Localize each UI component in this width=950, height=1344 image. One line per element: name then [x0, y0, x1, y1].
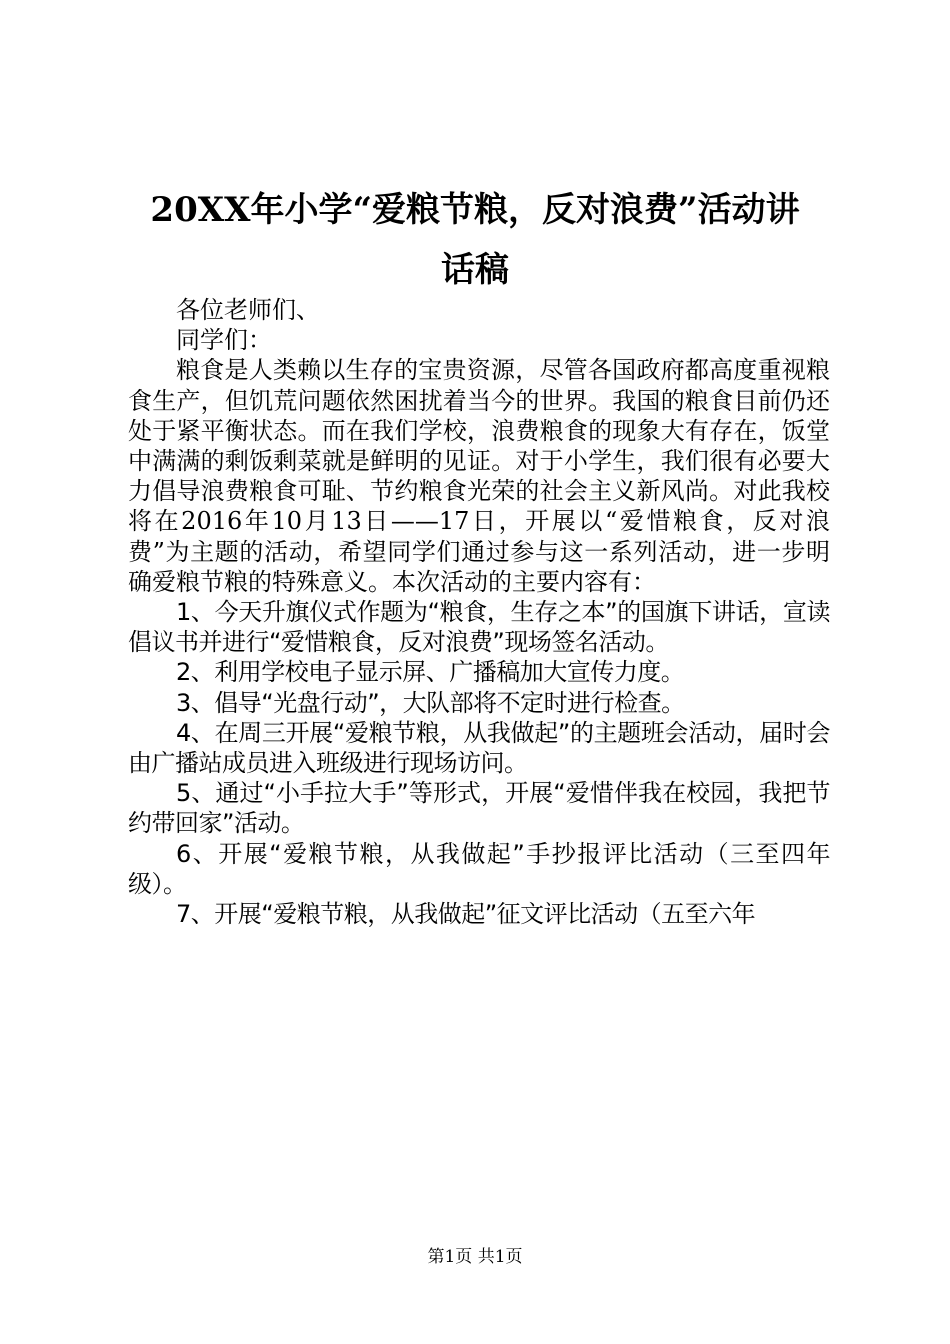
document-title-line-2: 话稿 — [441, 250, 509, 290]
activity-item: 2、利用学校电子显示屏、广播稿加大宣传力度。 — [176, 658, 685, 687]
activity-item: 1、今天升旗仪式作题为“粮食，生存之本”的国旗下讲话，宣读倡议书并进行“爱惜粮食，反对浪费”现场签名活动。 — [128, 598, 830, 657]
activity-item: 4、在周三开展“爱粮节粮，从我做起”的主题班会活动，届时会由广播站成员进入班级进行现场访问。 — [128, 718, 830, 778]
page-number-footer: 第1页 共1页 — [427, 1247, 523, 1267]
document-body — [128, 295, 830, 929]
activity-item: 5、通过“小手拉大手”等形式，开展“爱惜伴我在校园，我把节约带回家”活动。 — [128, 779, 830, 838]
activity-item: 7、开展“爱粮节粮，从我做起”征文评比活动（五至六年 — [176, 900, 756, 929]
activity-item: 6、开展“爱粮节粮，从我做起”手抄报评比活动（三至四年级）。 — [128, 839, 830, 898]
greeting-teachers: 各位老师们、 — [176, 296, 320, 324]
document-title-line-1: 20XX年小学“爱粮节粮，反对浪费”活动讲 — [150, 190, 800, 230]
activity-item: 3、倡导“光盘行动”，大队部将不定时进行检查。 — [176, 688, 685, 717]
intro-paragraph: 粮食是人类赖以生存的宝贵资源，尽管各国政府都高度重视粮食生产，但饥荒问题依然困扰着当今的世界。我国的粮食目前仍还处于紧平衡状态。而在我们学校，浪费粮食的现象大有存在，饭堂中满满的剩饭剩菜就是鲜明的见证。对于小学生，我们很有必要大力倡导浪费粮食可耻、节约粮食光荣的社会主义新风尚。对此我校将在2016年10月13日——17日，开展以“爱惜粮食，反对浪费”为主题的活动，希望同学们通过参与这一系列活动，进一步明确爱粮节粮的特殊意义。本次活动的主要内容有： — [128, 356, 830, 596]
greeting-students: 同学们： — [176, 326, 272, 355]
